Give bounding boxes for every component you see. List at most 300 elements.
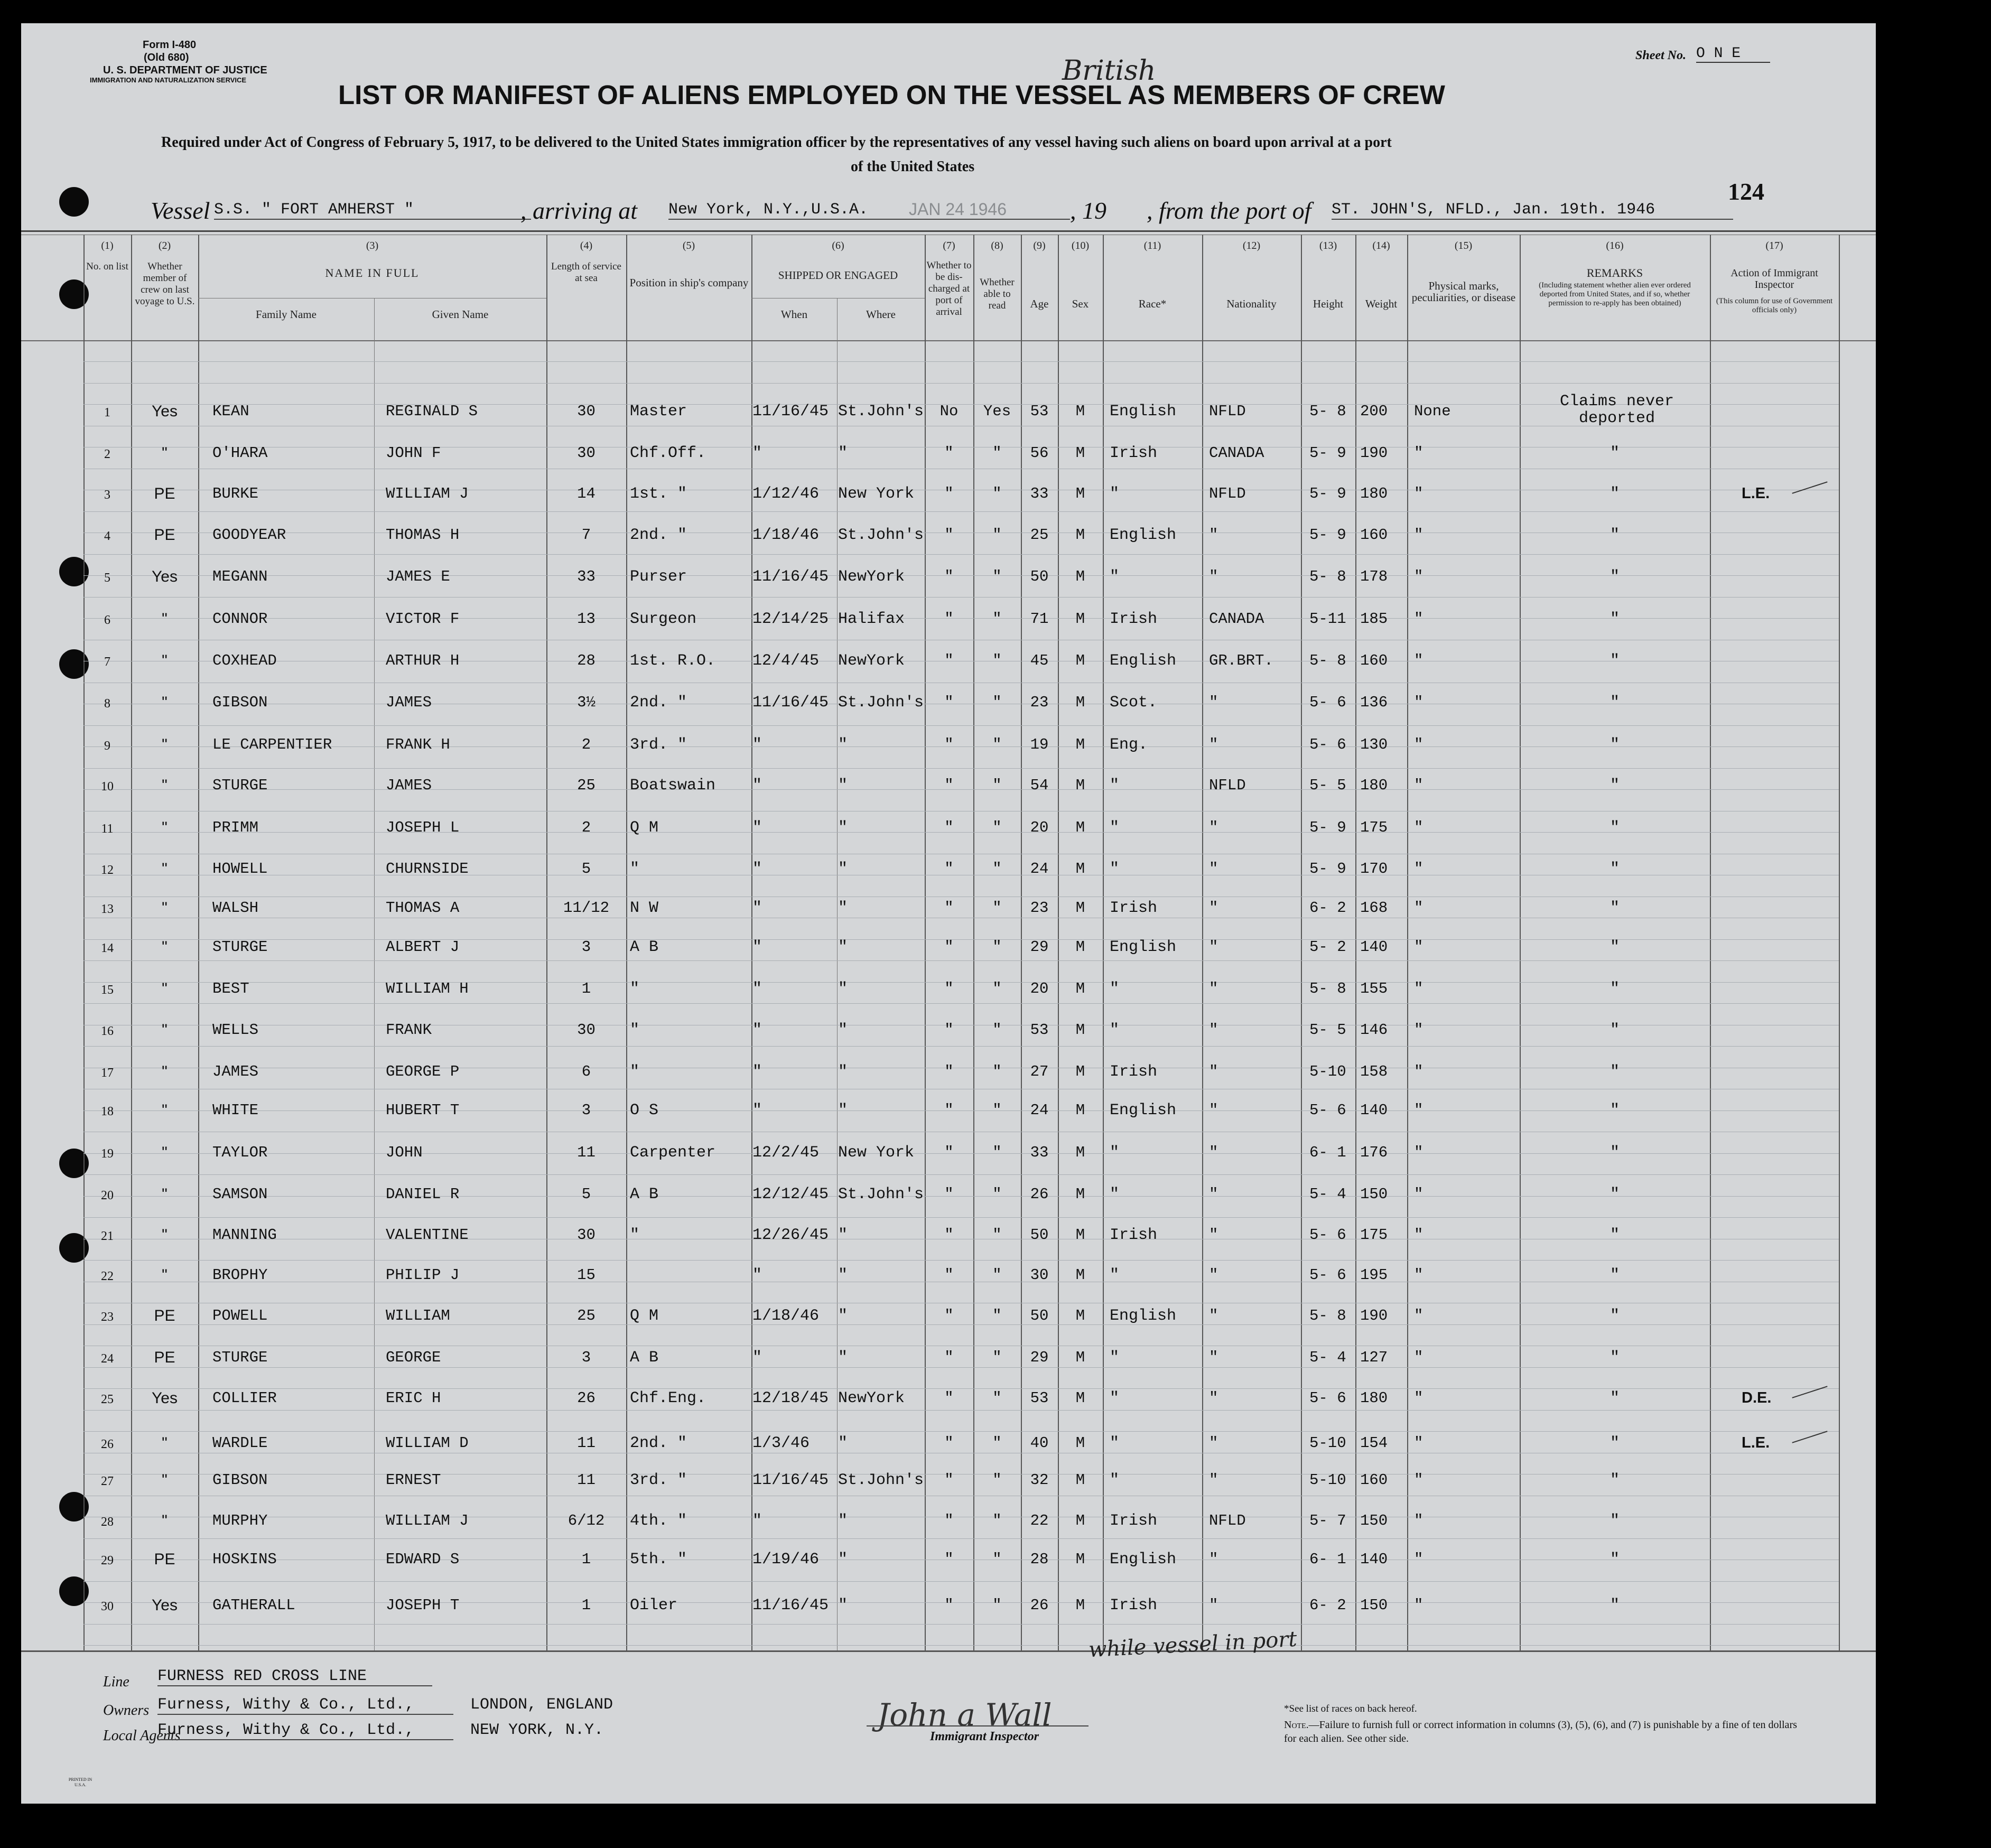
cell-height: 5- 8 <box>1309 403 1346 420</box>
cell-given-name: PHILIP J <box>386 1266 460 1284</box>
cell-able-to-read: " <box>992 938 1002 956</box>
owners-value: Furness, Withy & Co., Ltd., <box>157 1696 453 1715</box>
cell-shipped-when: 1/18/46 <box>752 1307 820 1325</box>
cell-weight: 127 <box>1360 1349 1388 1366</box>
cell-given-name: WILLIAM J <box>386 1512 469 1529</box>
cell-row-number: 30 <box>101 1600 114 1613</box>
cell-family-name: HOWELL <box>212 860 268 878</box>
cell-position: Chf.Off. <box>630 444 706 462</box>
cell-row-number: 14 <box>101 941 114 955</box>
column-header-read: Whether able to read <box>980 277 1015 311</box>
inspector-check-mark <box>1792 1386 1827 1398</box>
cell-remarks: " <box>1609 860 1620 878</box>
cell-shipped-when: " <box>752 980 762 998</box>
cell-age: 54 <box>1030 777 1049 794</box>
form-old-number: (Old 680) <box>144 52 189 63</box>
cell-shipped-where: Halifax <box>838 610 905 628</box>
cell-row-number: 9 <box>104 739 110 753</box>
cell-given-name: JOHN <box>386 1144 423 1161</box>
cell-height: 6- 2 <box>1309 899 1346 917</box>
cell-position: 2nd. " <box>630 526 687 544</box>
cell-physical-marks: " <box>1414 526 1424 544</box>
cell-able-to-read: " <box>992 1102 1002 1119</box>
cell-remarks: " <box>1609 1186 1620 1203</box>
cell-nationality: " <box>1209 1021 1218 1039</box>
cell-shipped-when: 12/18/45 <box>752 1389 829 1407</box>
sheet-label: Sheet No. <box>1635 49 1686 62</box>
cell-race: " <box>1110 1186 1120 1203</box>
cell-sex: M <box>1075 1307 1085 1324</box>
cell-given-name: JAMES E <box>386 568 450 585</box>
cell-shipped-when: 12/26/45 <box>752 1226 829 1244</box>
cell-age: 40 <box>1030 1434 1049 1452</box>
cell-family-name: STURGE <box>212 1349 268 1366</box>
cell-position: Purser <box>630 568 687 586</box>
cell-sex: M <box>1075 899 1085 917</box>
column-divider <box>374 298 375 1650</box>
cell-position: A B <box>630 938 659 956</box>
cell-given-name: JOSEPH T <box>386 1597 460 1614</box>
column-divider <box>837 298 838 1650</box>
cell-weight: 140 <box>1360 1551 1388 1568</box>
cell-age: 20 <box>1030 819 1049 836</box>
cell-family-name: MURPHY <box>212 1512 268 1529</box>
cell-service-length: 25 <box>577 777 596 794</box>
column-header-height: Height <box>1313 297 1344 310</box>
cell-shipped-when: " <box>752 1349 762 1367</box>
cell-height: 5- 6 <box>1309 694 1346 711</box>
cell-given-name: THOMAS H <box>386 526 460 544</box>
cell-nationality: NFLD <box>1209 777 1246 794</box>
cell-race: " <box>1110 777 1120 795</box>
column-number: (2) <box>158 240 171 251</box>
cell-age: 50 <box>1030 568 1049 585</box>
cell-able-to-read: " <box>992 1389 1002 1407</box>
cell-given-name: CHURNSIDE <box>386 860 469 878</box>
cell-discharged: " <box>944 1307 954 1324</box>
cell-position: " <box>630 1226 640 1244</box>
cell-physical-marks: " <box>1414 1266 1424 1284</box>
cell-physical-marks: " <box>1414 938 1424 956</box>
cell-physical-marks: " <box>1414 1102 1424 1119</box>
cell-weight: 150 <box>1360 1597 1388 1614</box>
ruled-line <box>83 1581 1839 1582</box>
cell-sex: M <box>1075 610 1085 628</box>
cell-sex: M <box>1075 1551 1085 1568</box>
cell-weight: 155 <box>1360 980 1388 997</box>
cell-position: 2nd. " <box>630 694 687 712</box>
cell-weight: 158 <box>1360 1063 1388 1080</box>
ruled-line <box>83 1260 1839 1261</box>
cell-position: 4th. " <box>630 1512 687 1530</box>
cell-physical-marks: " <box>1414 568 1424 585</box>
cell-given-name: HUBERT T <box>386 1102 460 1119</box>
cell-row-number: 21 <box>101 1229 114 1243</box>
cell-physical-marks: " <box>1414 899 1424 917</box>
cell-sex: M <box>1075 980 1085 997</box>
cell-remarks: " <box>1609 899 1620 917</box>
cell-prior-voyage: " <box>162 1102 168 1119</box>
cell-weight: 140 <box>1360 1102 1388 1119</box>
cell-physical-marks: " <box>1414 485 1424 502</box>
inspector-check-mark <box>1792 481 1827 494</box>
cell-remarks: " <box>1609 1266 1620 1284</box>
cell-shipped-where: " <box>838 1063 848 1081</box>
cell-family-name: GOODYEAR <box>212 526 286 544</box>
column-number: (13) <box>1319 240 1337 251</box>
cell-height: 5- 5 <box>1309 777 1346 794</box>
cell-given-name: VICTOR F <box>386 610 460 628</box>
handwritten-british: British <box>1062 55 1156 87</box>
cell-service-length: 2 <box>581 736 591 753</box>
cell-age: 24 <box>1030 1102 1049 1119</box>
cell-sex: M <box>1075 1471 1085 1489</box>
table-top-border <box>21 230 1876 232</box>
cell-given-name: REGINALD S <box>386 403 478 420</box>
cell-family-name: PRIMM <box>212 819 259 836</box>
cell-shipped-where: " <box>838 1266 848 1284</box>
cell-nationality: GR.BRT. <box>1209 652 1273 669</box>
cell-nationality: " <box>1209 1102 1218 1119</box>
cell-race: " <box>1110 819 1120 837</box>
cell-prior-voyage: " <box>162 1144 168 1161</box>
cell-physical-marks: " <box>1414 1551 1424 1568</box>
cell-height: 5- 2 <box>1309 938 1346 956</box>
cell-weight: 168 <box>1360 899 1388 917</box>
cell-discharged: " <box>944 652 954 669</box>
cell-shipped-when: 12/14/25 <box>752 610 829 628</box>
cell-discharged: " <box>944 1102 954 1119</box>
cell-sex: M <box>1075 1434 1085 1452</box>
cell-able-to-read: " <box>992 819 1002 836</box>
column-number: (11) <box>1143 240 1161 251</box>
manifest-sheet <box>21 23 1876 1804</box>
cell-age: 71 <box>1030 610 1049 628</box>
cell-able-to-read: " <box>992 1512 1002 1529</box>
inspector-check-mark <box>1792 1431 1827 1443</box>
cell-race: " <box>1110 1144 1120 1162</box>
arrival-port: New York, N.Y.,U.S.A. <box>668 201 1070 220</box>
cell-prior-voyage: Yes <box>152 1597 178 1614</box>
cell-prior-voyage: Yes <box>152 1389 178 1407</box>
cell-able-to-read: Yes <box>983 403 1011 420</box>
cell-race: Eng. <box>1110 736 1148 754</box>
from-port-label: , from the port of <box>1147 197 1311 224</box>
subtitle-line-1: Required under Act of Congress of February 5, 1917, to be delivered to the United States immigration officer by the representatives of any vessel having such aliens on board upon arrival at a port <box>161 134 1392 151</box>
cell-nationality: " <box>1209 568 1218 585</box>
cell-shipped-when: " <box>752 1512 762 1530</box>
cell-shipped-where: St.John's <box>838 526 924 544</box>
cell-given-name: WILLIAM D <box>386 1434 469 1452</box>
cell-shipped-where: " <box>838 1226 848 1244</box>
cell-shipped-when: " <box>752 819 762 837</box>
cell-nationality: " <box>1209 694 1218 711</box>
cell-height: 5- 8 <box>1309 568 1346 585</box>
cell-service-length: 26 <box>577 1389 596 1407</box>
cell-physical-marks: " <box>1414 736 1424 753</box>
cell-age: 23 <box>1030 694 1049 711</box>
cell-discharged: No <box>939 403 959 420</box>
cell-nationality: " <box>1209 1349 1218 1366</box>
cell-age: 24 <box>1030 860 1049 878</box>
cell-family-name: BURKE <box>212 485 259 502</box>
cell-service-length: 11 <box>577 1434 596 1452</box>
cell-able-to-read: " <box>992 736 1002 753</box>
column-header-weight: Weight <box>1365 297 1398 310</box>
cell-age: 22 <box>1030 1512 1049 1529</box>
cell-service-length: 11/12 <box>563 899 609 917</box>
cell-shipped-when: 1/12/46 <box>752 485 820 503</box>
ruled-line <box>83 1645 1839 1646</box>
cell-row-number: 8 <box>104 697 110 711</box>
title-part-1: LIST OR MANIFEST OF ALIENS EMPLOYED ON THE <box>338 80 1008 110</box>
cell-weight: 185 <box>1360 610 1388 628</box>
cell-weight: 176 <box>1360 1144 1388 1161</box>
cell-height: 5-10 <box>1309 1471 1346 1489</box>
cell-row-number: 12 <box>101 863 114 877</box>
cell-prior-voyage: " <box>162 1021 168 1039</box>
cell-given-name: WILLIAM J <box>386 485 469 502</box>
cell-remarks: " <box>1609 938 1620 956</box>
cell-age: 56 <box>1030 444 1049 462</box>
cell-sex: M <box>1075 1144 1085 1161</box>
cell-race: " <box>1110 860 1120 878</box>
cell-remarks: " <box>1609 1307 1620 1325</box>
cell-shipped-where: " <box>838 1021 848 1039</box>
cell-shipped-when: " <box>752 777 762 795</box>
cell-shipped-where: " <box>838 1102 848 1119</box>
cell-weight: 200 <box>1360 403 1388 420</box>
cell-given-name: JOHN F <box>386 444 441 462</box>
cell-race: " <box>1110 980 1120 998</box>
cell-height: 5-10 <box>1309 1063 1346 1080</box>
cell-remarks: " <box>1609 1102 1620 1119</box>
cell-remarks: " <box>1609 1144 1620 1162</box>
cell-race: " <box>1110 1349 1120 1367</box>
cell-discharged: " <box>944 694 954 711</box>
cell-race: " <box>1110 1389 1120 1407</box>
cell-remarks: " <box>1609 1551 1620 1569</box>
cell-family-name: KEAN <box>212 403 249 420</box>
cell-position: Q M <box>630 819 659 837</box>
cell-family-name: BROPHY <box>212 1266 268 1284</box>
cell-discharged: " <box>944 1021 954 1039</box>
cell-service-length: 13 <box>577 610 596 628</box>
cell-physical-marks: " <box>1414 819 1424 836</box>
cell-given-name: JOSEPH L <box>386 819 460 836</box>
cell-race: " <box>1110 485 1120 503</box>
cell-physical-marks: " <box>1414 1389 1424 1407</box>
cell-remarks: " <box>1609 694 1620 712</box>
manifest-title <box>338 79 1445 110</box>
departure-port: ST. JOHN'S, NFLD., Jan. 19th. 1946 <box>1332 201 1733 220</box>
race-note: *See list of races on back hereof. <box>1284 1703 1417 1714</box>
cell-sex: M <box>1075 938 1085 956</box>
cell-row-number: 18 <box>101 1105 114 1118</box>
column-header-no: No. on list <box>86 261 128 272</box>
ruled-line <box>83 1624 1839 1625</box>
cell-discharged: " <box>944 819 954 836</box>
cell-shipped-when: " <box>752 860 762 878</box>
ruled-line <box>83 361 1839 362</box>
cell-shipped-when: " <box>752 1063 762 1081</box>
cell-sex: M <box>1075 860 1085 878</box>
cell-discharged: " <box>944 610 954 628</box>
cell-row-number: 1 <box>104 406 110 419</box>
cell-able-to-read: " <box>992 652 1002 669</box>
cell-given-name: FRANK H <box>386 736 450 753</box>
cell-physical-marks: " <box>1414 980 1424 997</box>
cell-position: Q M <box>630 1307 659 1325</box>
cell-physical-marks: " <box>1414 1063 1424 1080</box>
cell-discharged: " <box>944 1512 954 1529</box>
year-prefix: , 19 <box>1070 197 1106 224</box>
column-header-position: Position in ship's company <box>629 276 749 289</box>
cell-shipped-where: " <box>838 1551 848 1569</box>
cell-age: 53 <box>1030 1021 1049 1039</box>
cell-race: Irish <box>1110 1226 1158 1244</box>
cell-position: 3rd. " <box>630 1471 687 1489</box>
cell-prior-voyage: Yes <box>152 403 178 420</box>
cell-discharged: " <box>944 899 954 917</box>
cell-shipped-when: " <box>752 736 762 754</box>
cell-row-number: 17 <box>101 1066 114 1080</box>
cell-nationality: NFLD <box>1209 403 1246 420</box>
cell-race: Irish <box>1110 1597 1158 1614</box>
cell-row-number: 24 <box>101 1352 114 1366</box>
cell-race: " <box>1110 1021 1120 1039</box>
cell-position: " <box>630 860 640 878</box>
cell-position: N W <box>630 899 659 917</box>
cell-able-to-read: " <box>992 980 1002 997</box>
cell-race: Irish <box>1110 1063 1158 1081</box>
cell-physical-marks: " <box>1414 694 1424 711</box>
column-header-nationality: Nationality <box>1226 297 1277 310</box>
agents-label: Local Agents <box>103 1728 181 1744</box>
cell-prior-voyage: " <box>162 444 168 462</box>
cell-height: 5- 6 <box>1309 1389 1346 1407</box>
cell-weight: 190 <box>1360 1307 1388 1324</box>
cell-family-name: HOSKINS <box>212 1551 277 1568</box>
cell-prior-voyage: " <box>162 1226 168 1244</box>
cell-sex: M <box>1075 1186 1085 1203</box>
cell-service-length: 5 <box>581 860 591 878</box>
penalty-note <box>1284 1718 1802 1746</box>
cell-position: A B <box>630 1186 659 1203</box>
cell-race: Irish <box>1110 610 1158 628</box>
cell-physical-marks: None <box>1414 403 1451 420</box>
cell-position: 5th. " <box>630 1551 687 1569</box>
cell-position: 1st. R.O. <box>630 652 716 670</box>
cell-shipped-where: St.John's <box>838 1186 924 1203</box>
inspector-label: Immigrant Inspector <box>930 1730 1039 1743</box>
ruled-line <box>83 1367 1839 1368</box>
cell-discharged: " <box>944 980 954 997</box>
column-number: (5) <box>682 240 695 251</box>
cell-discharged: " <box>944 1434 954 1452</box>
cell-family-name: TAYLOR <box>212 1144 268 1161</box>
cell-discharged: " <box>944 1551 954 1568</box>
cell-remarks: " <box>1609 1021 1620 1039</box>
cell-age: 29 <box>1030 1349 1049 1366</box>
cell-sex: M <box>1075 444 1085 462</box>
cell-race: English <box>1110 1307 1177 1325</box>
cell-height: 5- 9 <box>1309 819 1346 836</box>
cell-family-name: O'HARA <box>212 444 268 462</box>
cell-service-length: 7 <box>581 526 591 544</box>
cell-action: L.E. <box>1742 485 1770 502</box>
cell-nationality: " <box>1209 1307 1218 1324</box>
cell-nationality: " <box>1209 1597 1218 1614</box>
cell-able-to-read: " <box>992 1063 1002 1080</box>
cell-service-length: 25 <box>577 1307 596 1324</box>
cell-weight: 175 <box>1360 1226 1388 1244</box>
cell-height: 5- 7 <box>1309 1512 1346 1529</box>
ruled-line <box>83 1431 1839 1432</box>
cell-shipped-when: 12/4/45 <box>752 652 820 670</box>
column-header-action: Action of Immigrant Inspector <box>1731 267 1818 291</box>
column-header-given-name: Given Name <box>432 308 489 321</box>
cell-height: 5- 6 <box>1309 1102 1346 1119</box>
cell-able-to-read: " <box>992 485 1002 502</box>
cell-sex: M <box>1075 568 1085 585</box>
cell-shipped-where: NewYork <box>838 652 905 670</box>
cell-remarks: " <box>1609 1063 1620 1081</box>
cell-row-number: 10 <box>101 780 114 794</box>
cell-nationality: " <box>1209 819 1218 836</box>
cell-service-length: 30 <box>577 1226 596 1244</box>
cell-position: A B <box>630 1349 659 1367</box>
cell-weight: 180 <box>1360 1389 1388 1407</box>
cell-weight: 178 <box>1360 568 1388 585</box>
cell-able-to-read: " <box>992 1144 1002 1161</box>
cell-position: Master <box>630 403 687 421</box>
cell-shipped-when: " <box>752 938 762 956</box>
agents-city: NEW YORK, N.Y. <box>470 1721 604 1739</box>
cell-able-to-read: " <box>992 610 1002 628</box>
cell-race: Scot. <box>1110 694 1158 712</box>
column-number: (7) <box>943 240 955 251</box>
cell-family-name: MANNING <box>212 1226 277 1244</box>
cell-height: 5- 4 <box>1309 1186 1346 1203</box>
cell-service-length: 3½ <box>577 694 596 711</box>
cell-nationality: " <box>1209 736 1218 753</box>
cell-shipped-where: St.John's <box>838 1471 924 1489</box>
table-bottom-border <box>21 1650 1876 1652</box>
cell-sex: M <box>1075 652 1085 669</box>
cell-position: " <box>630 1063 640 1081</box>
cell-physical-marks: " <box>1414 1434 1424 1452</box>
cell-discharged: " <box>944 526 954 544</box>
ruled-line <box>83 1174 1839 1175</box>
cell-row-number: 28 <box>101 1515 114 1529</box>
cell-service-length: 1 <box>581 1551 591 1568</box>
cell-age: 20 <box>1030 980 1049 997</box>
cell-age: 25 <box>1030 526 1049 544</box>
vessel-name: S.S. " FORT AMHERST " <box>214 201 531 220</box>
cell-shipped-when: " <box>752 1021 762 1039</box>
cell-shipped-where: " <box>838 899 848 917</box>
cell-remarks: " <box>1609 652 1620 670</box>
cell-discharged: " <box>944 1063 954 1080</box>
cell-discharged: " <box>944 1597 954 1614</box>
column-number: (9) <box>1033 240 1046 251</box>
cell-service-length: 3 <box>581 1102 591 1119</box>
cell-row-number: 13 <box>101 902 114 916</box>
cell-remarks: " <box>1609 777 1620 795</box>
cell-able-to-read: " <box>992 1471 1002 1489</box>
cell-remarks: " <box>1609 1434 1620 1452</box>
